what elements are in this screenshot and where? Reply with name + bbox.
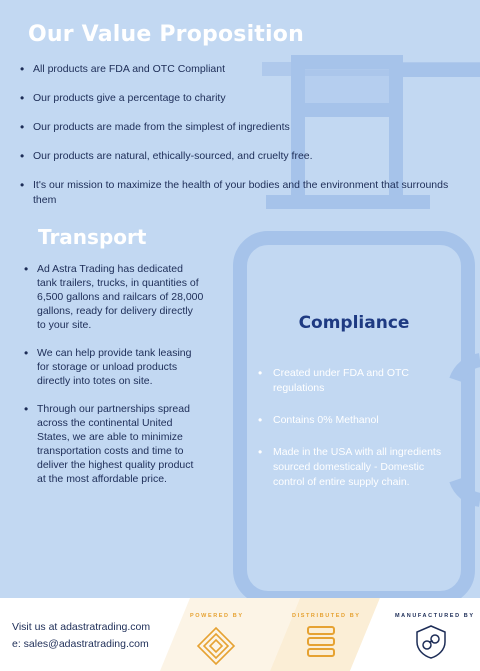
list-item: • We can help provide tank leasing for storage or unload products directly into totes on site.	[24, 346, 204, 388]
distributed-by-label: DISTRIBUTED BY	[292, 613, 361, 619]
contact-info	[12, 619, 150, 653]
list-item: • Our products give a percentage to charity	[20, 91, 460, 106]
gold-diamond-logo-icon	[196, 626, 236, 666]
list-item: • Created under FDA and OTC regulations	[258, 366, 458, 396]
list-item: • Contains 0% Methanol	[258, 413, 458, 428]
gold-stacked-bars-logo-icon	[306, 625, 336, 659]
transport-list	[24, 262, 204, 500]
list-item: • Our products are made from the simplest of ingredients	[20, 120, 460, 135]
list-item: • Through our partnerships spread across the continental United States, we are able to minimize transportation costs and time to deliver the highest quality product at the most affordable price.	[24, 402, 204, 486]
list-item: • Made in the USA with all ingredients sourced domestically - Domestic control of entire supply chain.	[258, 445, 458, 490]
shield-emblem-logo-icon	[414, 624, 448, 660]
powered-by-label: POWERED BY	[190, 613, 244, 619]
list-item: • It's our mission to maximize the health of your bodies and the environment that surrounds them	[20, 178, 460, 208]
value-proposition-title: Our Value Proposition	[28, 22, 304, 47]
manufactured-by-label: MANUFACTURED BY	[395, 613, 475, 619]
compliance-list	[258, 366, 458, 507]
value-proposition-list	[20, 62, 460, 222]
list-item: • All products are FDA and OTC Compliant	[20, 62, 460, 77]
website-text: Visit us at adastratrading.com	[12, 621, 151, 633]
email-text: e: sales@adastratrading.com	[12, 638, 149, 650]
list-item: • Ad Astra Trading has dedicated tank trailers, trucks, in quantities of 6,500 gallons and railcars of 28,000 gallons, ready for delivery directly to your site.	[24, 262, 204, 332]
list-item: • Our products are natural, ethically-sourced, and cruelty free.	[20, 149, 460, 164]
footer	[0, 598, 480, 671]
compliance-title: Compliance	[298, 313, 410, 333]
transport-title: Transport	[38, 225, 147, 249]
